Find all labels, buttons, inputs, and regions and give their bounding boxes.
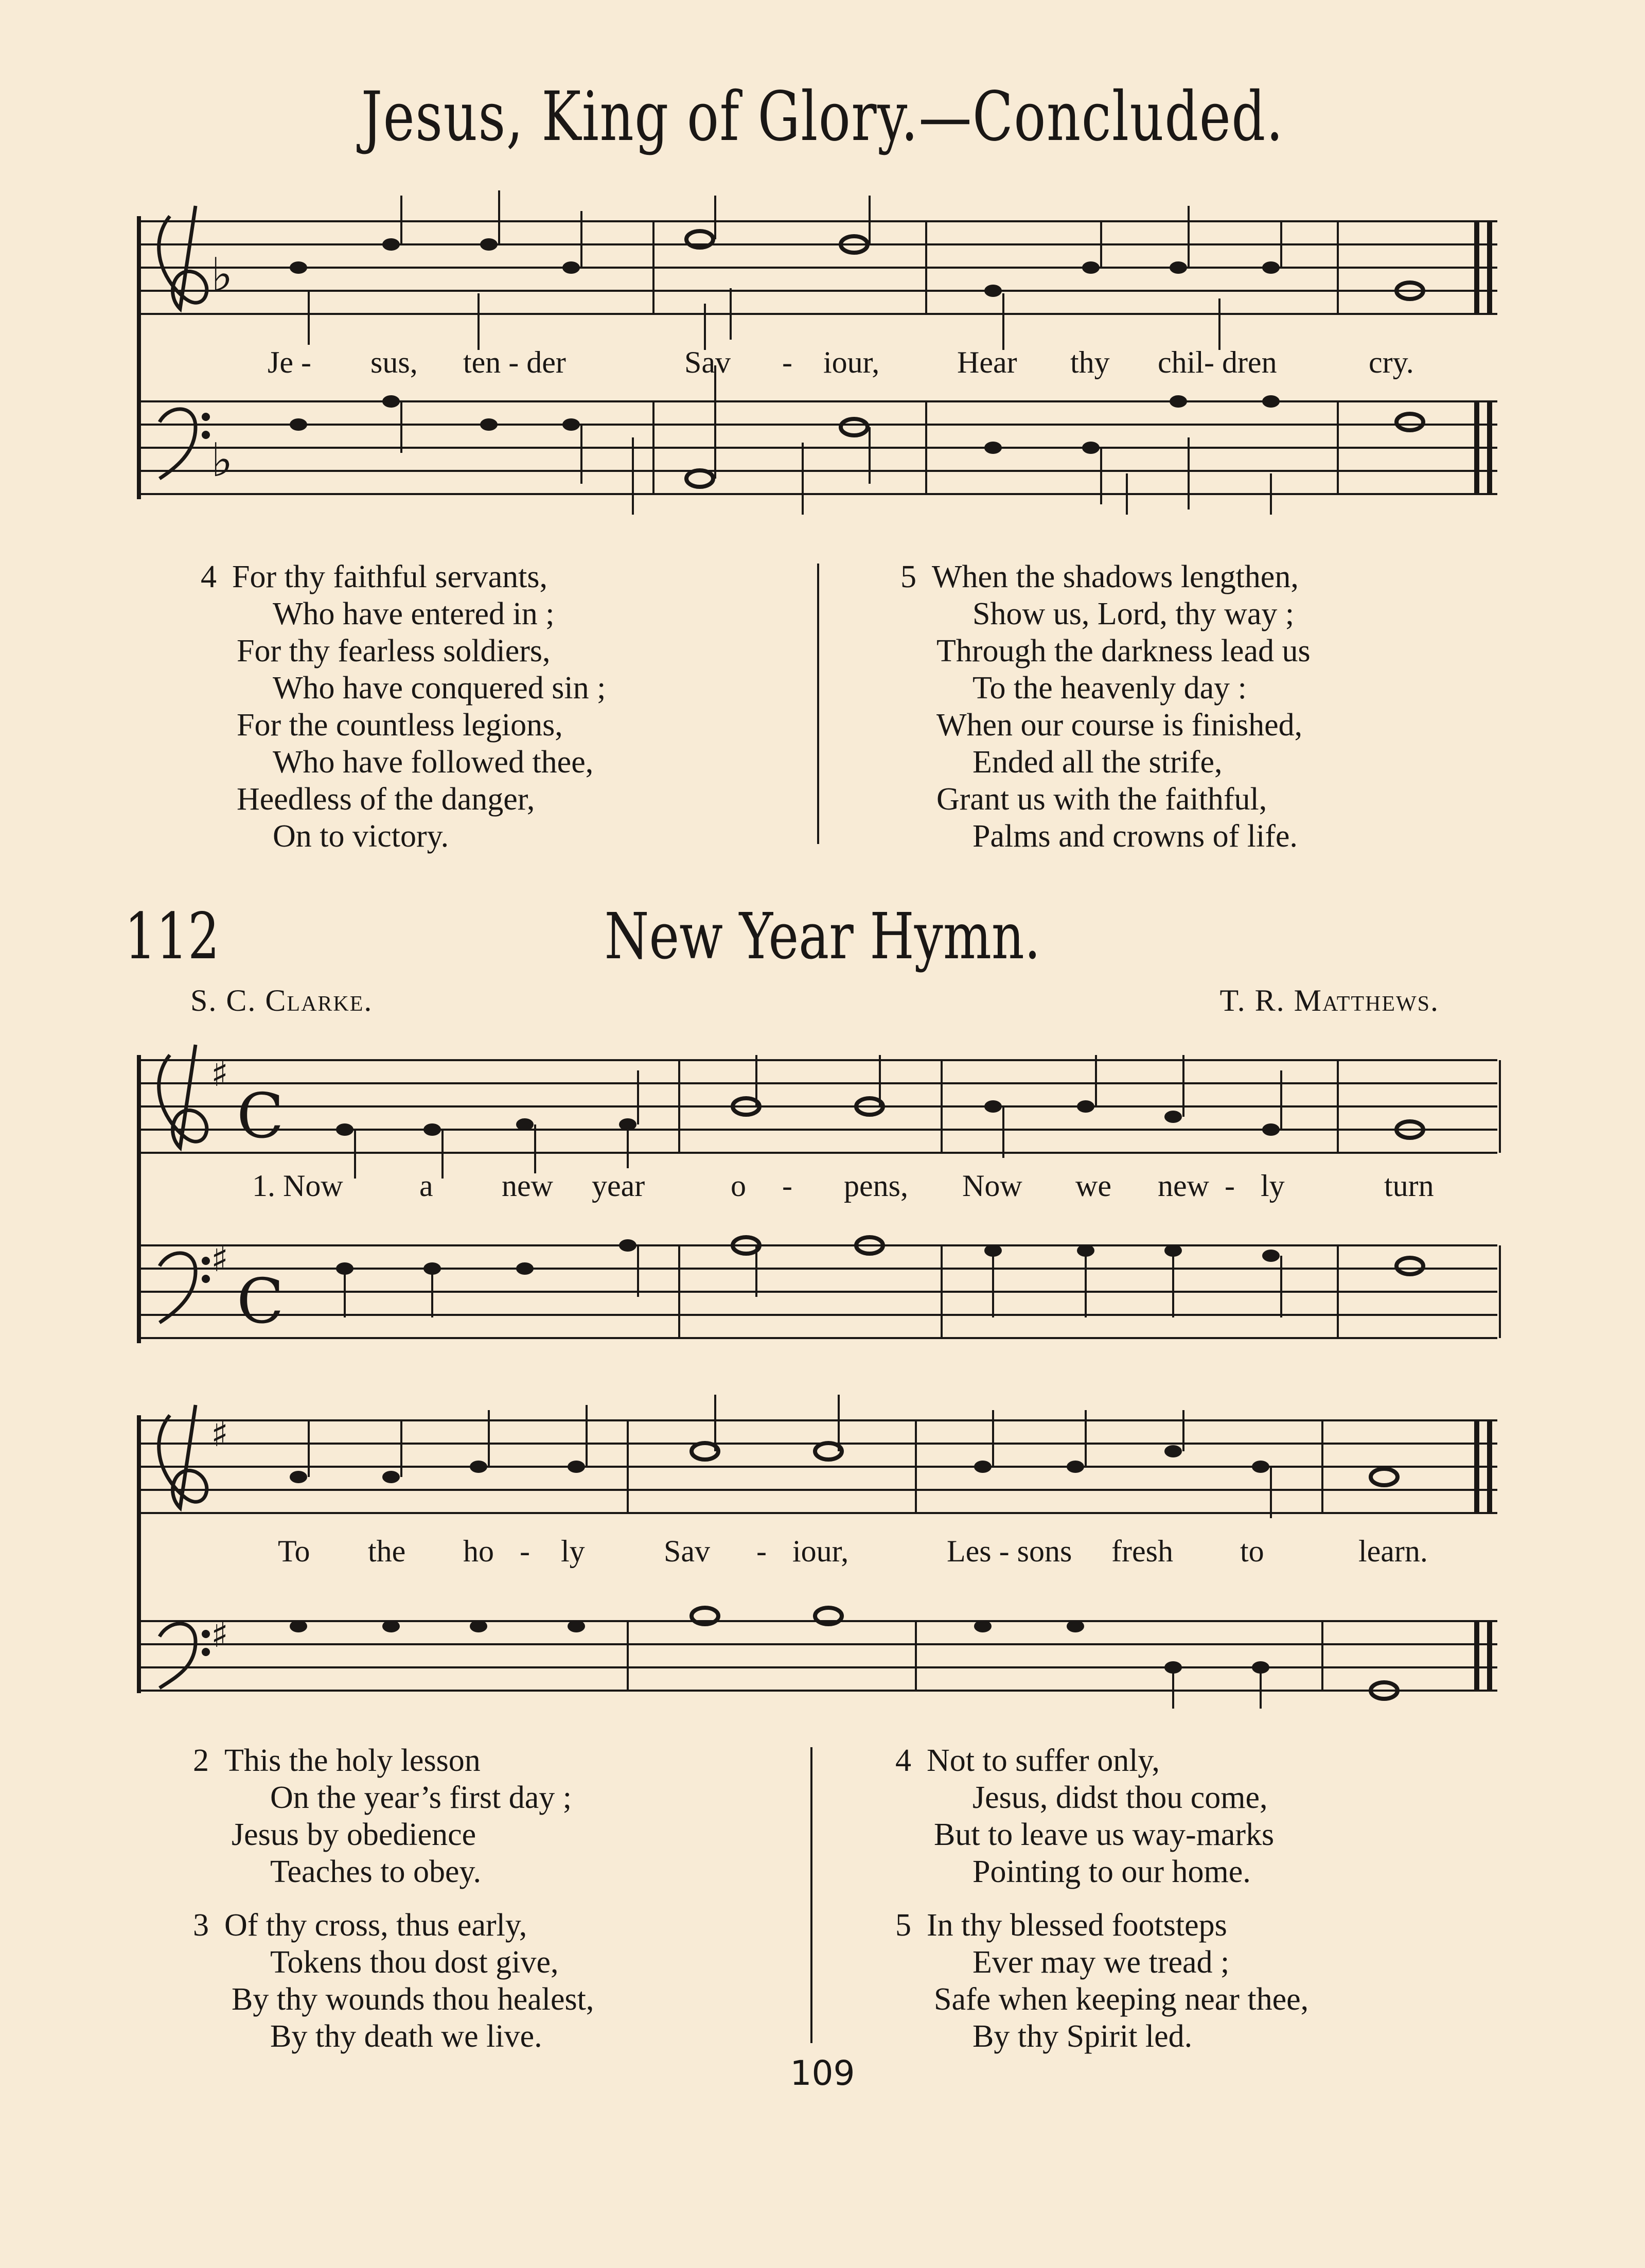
lyric-syllable: -: [1225, 1169, 1235, 1203]
lyric-syllable: Sav: [684, 345, 731, 379]
verse-line: Who have followed thee,: [273, 745, 594, 780]
lyric-syllable: we: [1075, 1169, 1111, 1203]
lyric-syllable: a: [419, 1169, 433, 1203]
lyric-syllable: learn.: [1358, 1534, 1428, 1568]
composer-credit: T. R. Matthews.: [1219, 983, 1439, 1017]
verse-line: By thy Spirit led.: [972, 2019, 1193, 2054]
lyric-syllable: -: [520, 1534, 530, 1568]
verse-line: Jesus, didst thou come,: [972, 1780, 1268, 1815]
lyric-syllable: ho: [463, 1534, 494, 1568]
lyric-syllable: o: [731, 1169, 746, 1203]
lyric-syllable: new: [502, 1169, 553, 1203]
verse-line: But to leave us way-marks: [934, 1817, 1275, 1852]
verse-line: By thy death we live.: [270, 2019, 542, 2054]
verse-line: Tokens thou dost give,: [270, 1945, 559, 1980]
column-divider: [810, 1747, 812, 2043]
lyric-syllable: 1. Now: [252, 1169, 343, 1203]
hymn-112-verse-3: [193, 1907, 594, 2055]
lyric-syllable: thy: [1070, 345, 1110, 379]
verse-line: 3 Of thy cross, thus early,: [193, 1908, 527, 1943]
lyric-syllable: ten - der: [463, 345, 566, 379]
verse-line: Jesus by obedience: [232, 1817, 476, 1852]
hymn-112-number: 112: [125, 900, 220, 974]
hymn-111-title: Jesus, King of Glory.—Concluded.: [361, 77, 1284, 156]
lyric-syllable: iour,: [823, 345, 880, 379]
lyric-syllable: chil- dren: [1158, 345, 1277, 379]
lyric-syllable: pens,: [844, 1169, 908, 1203]
lyric-syllable: cry.: [1369, 345, 1414, 379]
lyric-syllable: turn: [1384, 1169, 1434, 1203]
lyrics-line: [139, 1534, 1497, 1580]
verse-line: Grant us with the faithful,: [936, 782, 1267, 817]
svg-text:♯: ♯: [211, 1613, 228, 1656]
lyric-syllable: to: [1240, 1534, 1264, 1568]
verse-line: Safe when keeping near thee,: [934, 1982, 1309, 2017]
music-system-1: [139, 196, 1497, 515]
verse-line: On to victory.: [273, 819, 449, 854]
author-credit: S. C. Clarke.: [190, 983, 373, 1017]
verse-line: 5 When the shadows lengthen,: [900, 559, 1299, 594]
hymn-112-title: New Year Hymn.: [604, 900, 1041, 974]
verse-line: To the heavenly day :: [972, 671, 1247, 706]
lyric-syllable: fresh: [1111, 1534, 1173, 1568]
music-system-2: [139, 1040, 1497, 1359]
verse-line: Teaches to obey.: [270, 1854, 481, 1889]
lyrics-line: [139, 1168, 1497, 1215]
verse-line: Ended all the strife,: [972, 745, 1223, 780]
lyric-syllable: year: [592, 1169, 645, 1203]
lyric-syllable: Now: [962, 1169, 1022, 1203]
verse-line: Heedless of the danger,: [237, 782, 535, 817]
music-system-3: [139, 1400, 1497, 1709]
svg-text:C: C: [237, 1081, 284, 1152]
verse-line: 2 This the holy lesson: [193, 1743, 481, 1778]
lyric-syllable: Je -: [268, 345, 311, 379]
lyric-syllable: -: [782, 1169, 792, 1203]
lyric-syllable: sus,: [370, 345, 418, 379]
page-number: 109: [790, 2053, 855, 2093]
hymn-111-verse-4: [201, 558, 606, 855]
svg-text:♯: ♯: [211, 1238, 228, 1280]
svg-text:♭: ♭: [211, 433, 233, 487]
lyric-syllable: iour,: [792, 1534, 849, 1568]
hymn-112-verse-2: [193, 1742, 572, 1890]
hymn-112-verse-5: [895, 1907, 1308, 2055]
svg-text:♯: ♯: [211, 1413, 228, 1455]
verse-line: 4 Not to suffer only,: [895, 1743, 1160, 1778]
verse-line: On the year’s first day ;: [270, 1780, 572, 1815]
verse-line: Palms and crowns of life.: [972, 819, 1298, 854]
verse-line: Who have entered in ;: [273, 596, 555, 631]
svg-text:♯: ♯: [211, 1052, 228, 1095]
verse-line: 5 In thy blessed footsteps: [895, 1908, 1227, 1943]
verse-line: 4 For thy faithful servants,: [201, 559, 548, 594]
verse-line: For thy fearless soldiers,: [237, 634, 551, 669]
column-divider: [817, 564, 819, 844]
lyric-syllable: ly: [1261, 1169, 1285, 1203]
lyric-syllable: To: [278, 1534, 310, 1568]
verse-line: Show us, Lord, thy way ;: [972, 596, 1295, 631]
svg-text:C: C: [237, 1266, 284, 1338]
lyric-syllable: the: [368, 1534, 406, 1568]
verse-line: By thy wounds thou healest,: [232, 1982, 594, 2017]
hymn-112-verse-4: [895, 1742, 1274, 1890]
verse-line: Who have conquered sin ;: [273, 671, 606, 706]
lyric-syllable: -: [756, 1534, 767, 1568]
lyric-syllable: Les - sons: [947, 1534, 1072, 1568]
lyric-syllable: Hear: [957, 345, 1017, 379]
hymn-111-verse-5: [900, 558, 1311, 855]
lyric-syllable: new: [1158, 1169, 1209, 1203]
svg-text:♭: ♭: [211, 248, 233, 302]
verse-line: Pointing to our home.: [972, 1854, 1251, 1889]
verse-line: Ever may we tread ;: [972, 1945, 1230, 1980]
lyric-syllable: Sav: [664, 1534, 710, 1568]
verse-line: For the countless legions,: [237, 708, 563, 743]
lyric-syllable: -: [782, 345, 792, 379]
verse-line: When our course is finished,: [936, 708, 1303, 743]
lyric-syllable: ly: [561, 1534, 585, 1568]
lyrics-line: [139, 345, 1497, 391]
verse-line: Through the darkness lead us: [936, 634, 1311, 669]
